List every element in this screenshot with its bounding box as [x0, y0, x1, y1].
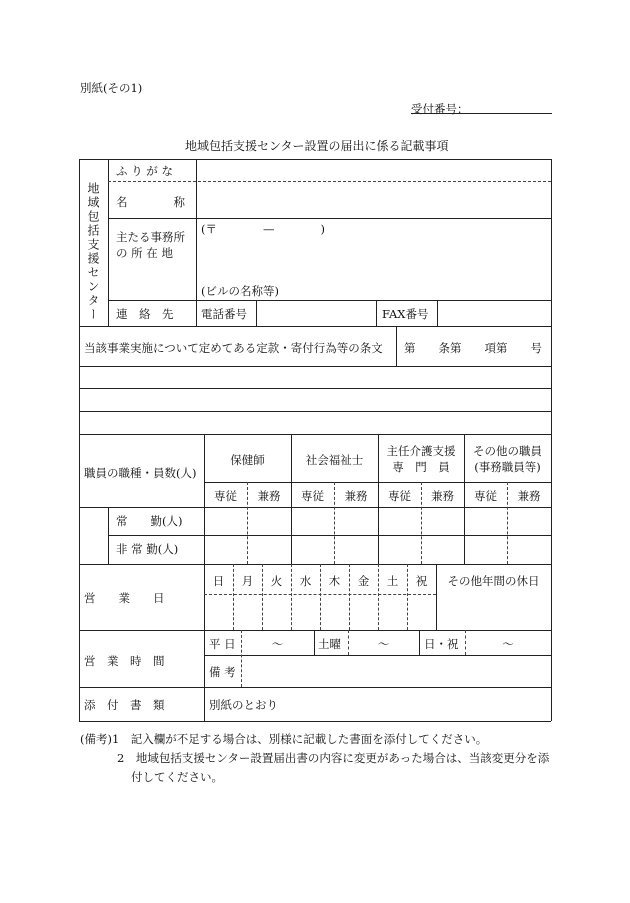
sub-fulltime-dedicated: 専従: [388, 489, 411, 503]
day-sat: 土: [386, 574, 399, 588]
weekday-label: 平 日: [209, 637, 236, 651]
office-address-label-2: の 所 在 地: [116, 246, 173, 260]
office-address-label: 主たる事務所: [116, 230, 185, 244]
form-title: 地域包括支援センター設置の届出に係る記載事項: [185, 139, 449, 153]
day-fri: 金: [357, 574, 370, 588]
parttime-label: 非 常 勤(人): [116, 542, 179, 556]
building-name-field: (ビルの名称等): [201, 284, 279, 298]
sub-fulltime-dedicated: 専従: [214, 489, 237, 503]
sub-concurrent: 兼務: [517, 489, 541, 503]
sub-fulltime-dedicated: 専従: [301, 489, 324, 503]
receipt-number-label: 受付番号：: [411, 102, 469, 116]
day-wed: 水: [299, 574, 312, 588]
fax-label: FAX番号: [382, 307, 429, 321]
attachments-value: 別紙のとおり: [209, 698, 278, 712]
postal-code-field: (〒 — ): [201, 222, 325, 236]
appendix-label: 別紙(その1): [80, 81, 143, 95]
name-label: 名 称: [116, 195, 185, 209]
attachments-label: 添 付 書 類: [84, 698, 165, 712]
role-other-staff: その他の職員 (事務職員等): [473, 444, 542, 474]
sub-concurrent: 兼務: [257, 489, 281, 503]
day-holiday: 祝: [415, 574, 428, 588]
business-days-label: 営 業 日: [84, 591, 165, 605]
contact-label: 連 絡 先: [116, 307, 174, 321]
staff-label: 職員の職種・員数(人): [84, 466, 197, 480]
weekday-tilde: 〜: [271, 637, 284, 651]
sunday-holiday-label: 日・祝: [424, 637, 459, 651]
day-tue: 火: [270, 574, 283, 588]
day-thu: 木: [328, 574, 341, 588]
phone-label: 電話番号: [201, 307, 247, 321]
sub-concurrent: 兼務: [344, 489, 368, 503]
articles-value: 第 条第 項第 号: [404, 341, 542, 355]
role-care-manager: 主任介護支援 専 門 員: [386, 444, 456, 474]
note-1: (備考)1 記入欄が不足する場合は、別様に記載した書面を添付してください。: [80, 732, 488, 746]
fulltime-label: 常 勤(人): [116, 514, 183, 528]
note-2: 2 地域包括支援センター設置届出書の内容に変更があった場合は、当該変更分を添: [117, 751, 550, 765]
receipt-number-line: [411, 113, 552, 114]
sub-concurrent: 兼務: [431, 489, 454, 503]
furigana-label: ふ り が な: [116, 164, 173, 178]
day-sun: 日: [212, 574, 225, 588]
articles-label: 当該事業実施について定めてある定款・寄付行為等の条文: [84, 341, 383, 355]
saturday-label: 土曜: [318, 637, 341, 651]
sunday-tilde: 〜: [502, 637, 514, 651]
remarks-label: 備 考: [209, 665, 236, 679]
note-2-cont: 付してください。: [131, 770, 223, 784]
hours-label: 営 業 時 間: [84, 654, 165, 668]
role-social-worker: 社会福祉士: [305, 453, 364, 467]
saturday-tilde: 〜: [377, 637, 390, 651]
other-holidays-label: その他年間の休日: [447, 574, 540, 588]
center-side-label: 地域包括支援センター: [86, 182, 100, 322]
day-mon: 月: [241, 574, 254, 588]
role-public-health-nurse: 保健師: [230, 453, 265, 467]
sub-fulltime-dedicated: 専従: [474, 489, 497, 503]
